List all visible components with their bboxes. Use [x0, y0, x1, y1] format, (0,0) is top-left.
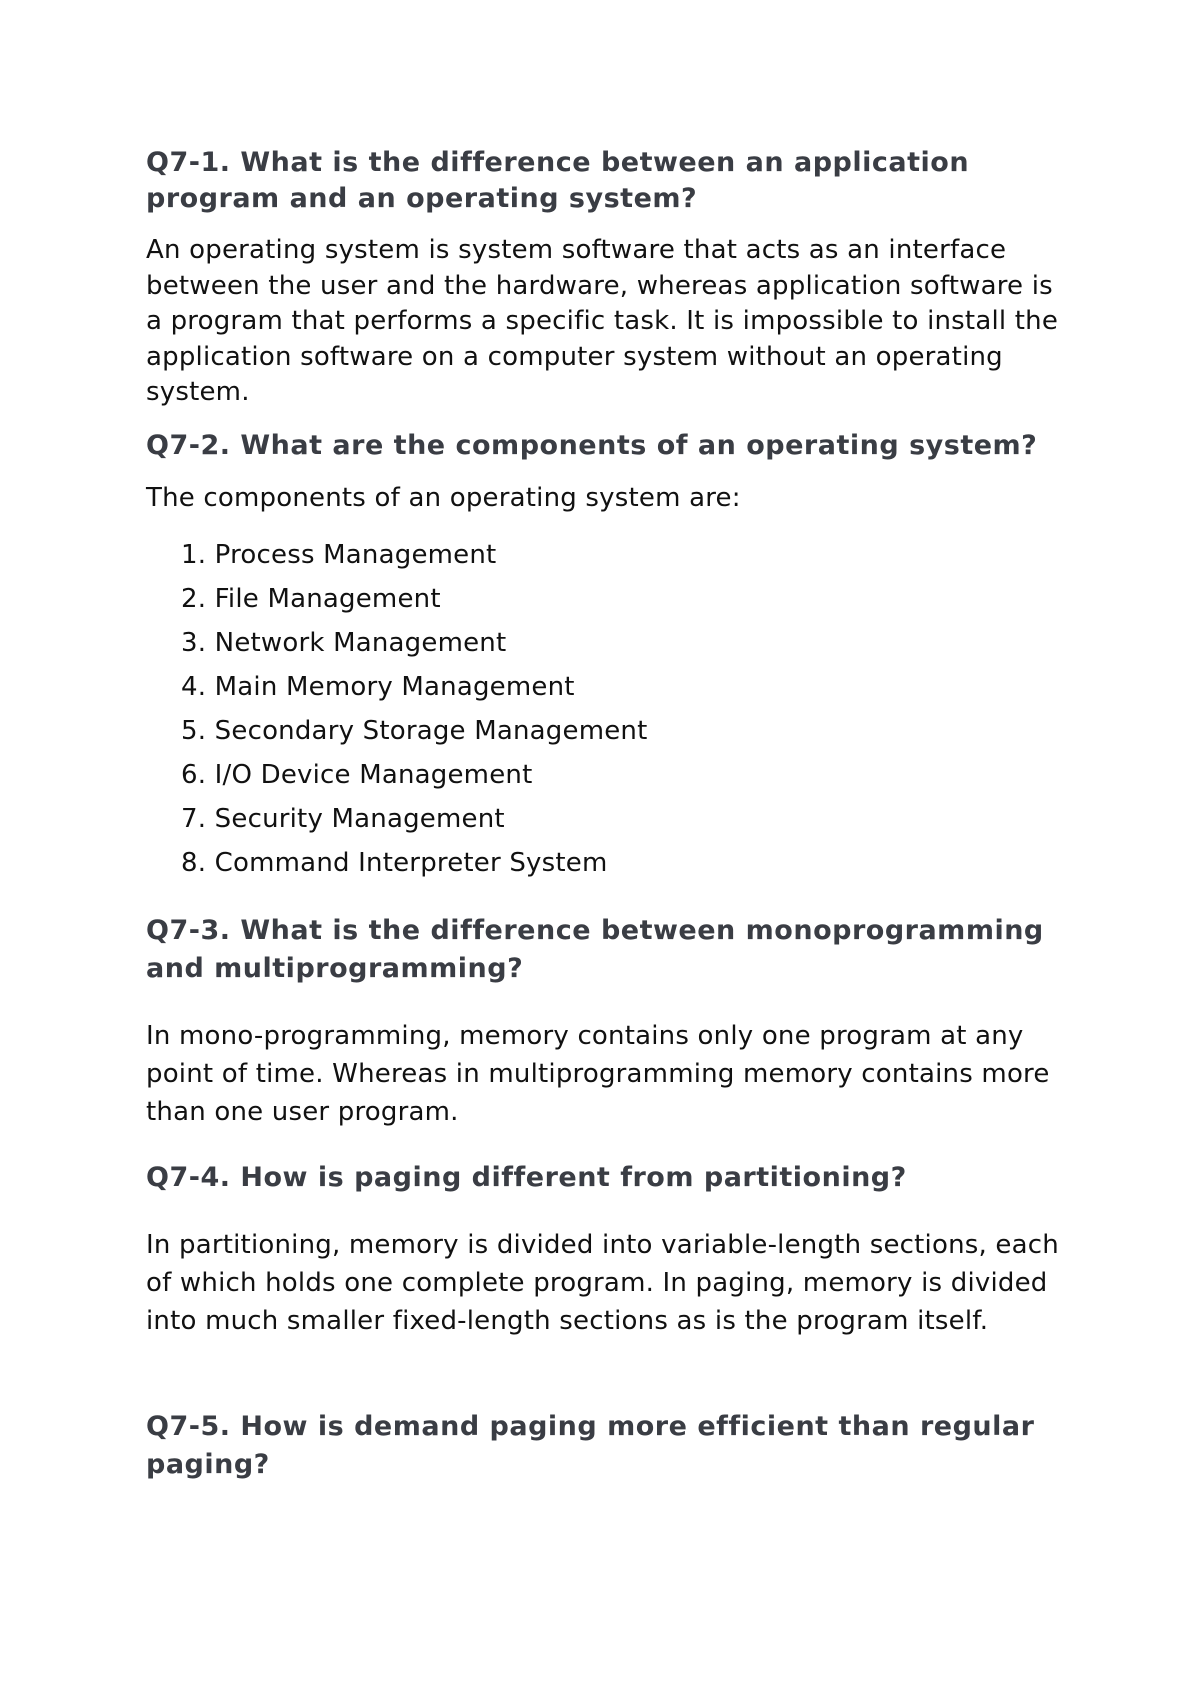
list-item: 2. File Management [181, 584, 441, 614]
components-list [181, 538, 648, 890]
question-q7-2: Q7-2. What are the components of an operating system? [146, 430, 1038, 461]
question-q7-3: Q7-3. What is the difference between monoprogramming and multiprogramming? [146, 915, 1044, 984]
list-item: 7. Security Management [181, 804, 505, 834]
question-q7-4: Q7-4. How is paging different from partitioning? [146, 1162, 907, 1193]
list-item: 3. Network Management [181, 628, 507, 658]
list-item: 8. Command Interpreter System [181, 848, 608, 878]
list-item: 4. Main Memory Management [181, 672, 575, 702]
answer-q7-4: In partitioning, memory is divided into variable-length sections, each of which holds one complete program. In paging, memory is divided into much smaller fixed-length sections as is the program itself. [146, 1230, 1059, 1336]
list-item: 5. Secondary Storage Management [181, 716, 648, 746]
question-q7-1: Q7-1. What is the difference between an application program and an operating system? [146, 147, 970, 214]
list-item: 6. I/O Device Management [181, 760, 533, 790]
question-q7-5: Q7-5. How is demand paging more efficient than regular paging? [146, 1411, 1035, 1480]
answer-q7-3: In mono-programming, memory contains only one program at any point of time. Whereas in multiprogramming memory contains more than one user program. [146, 1021, 1050, 1127]
list-item: 1. Process Management [181, 540, 497, 570]
answer-q7-2-intro: The components of an operating system are: [146, 483, 741, 513]
answer-q7-1: An operating system is system software that acts as an interface between the user and the hardware, whereas application software is a program that performs a specific task. It is impossible to install the application software on a computer system without an operating system. [146, 235, 1059, 407]
